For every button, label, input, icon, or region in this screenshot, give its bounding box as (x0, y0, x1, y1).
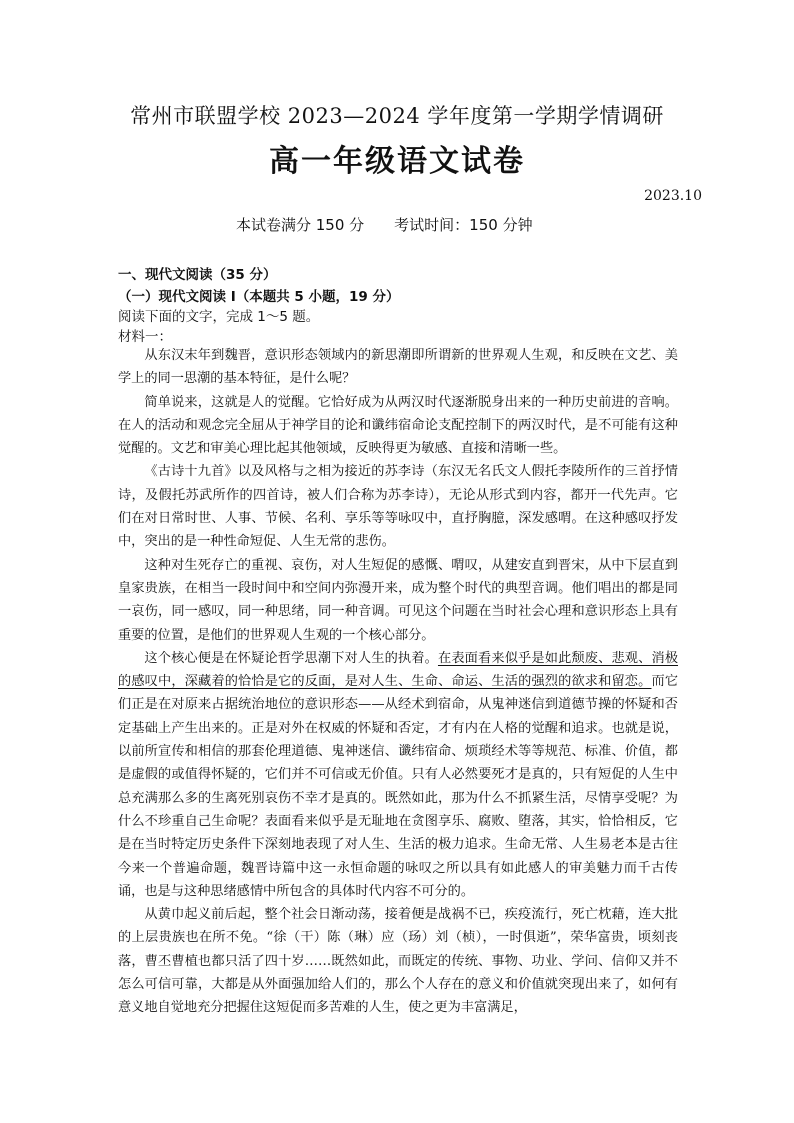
paragraph-6: 从黄巾起义前后起，整个社会日渐动荡，接着便是战祸不已，疾疫流行，死亡枕藉，连大批的上层贵族也在所不免。“徐（干）陈（琳）应（玚）刘（桢），一时俱逝”，荣华富贵，顷刻丧落，曹丕曹植也都只活了四十岁……既然如此，而既定的传统、事物、功业、学问、信仰又并不怎么可信可靠，大都是从外面强加给人们的，那么个人存在的意义和价值就突现出来了，如何有意义地自觉地充分把握住这短促而多苦难的人生，使之更为丰富满足， (118, 907, 678, 1016)
full-score: 本试卷满分 150 分 (236, 216, 365, 234)
instruction: 阅读下面的文字，完成 1～5 题。 (118, 309, 320, 325)
paragraph-5-rest: 而它们正是在对原来占据统治地位的意识形态——从经术到宿命，从鬼神迷信到道德节操的怀疑和否定基础上产生出来的。正是对外在权威的怀疑和否定，才有内在人格的觉醒和追求。也就是说，以前所宣传和相信的那套伦理道德、鬼神迷信、谶纬宿命、烦琐经术等等规范、标准、价值，都是虚假的或值得怀疑的，它们并不可信或无价值。只有人必然要死才是真的，只有短促的人生中总充满那么多的生离死别哀伤不幸才是真的。既然如此，那为什么不抓紧生活，尽情享受呢？为什么不珍重自己生命呢？表面看来似乎是无耻地在贪图享乐、腐败、堕落，其实，恰恰相反，它是在当时特定历史条件下深刻地表现了对人生、生活的极力追求。生命无常、人生易老本是古往今来一个普遍命题，魏晋诗篇中这一永恒命题的咏叹之所以具有如此感人的审美魅力而千古传诵，也是与这种思绪感情中所包含的具体时代内容不可分的。 (118, 674, 679, 899)
paragraph-4: 这种对生死存亡的重视、哀伤，对人生短促的感慨、喟叹，从建安直到晋宋，从中下层直到皇家贵族，在相当一段时间中和空间内弥漫开来，成为整个时代的典型音调。他们唱出的都是同一哀伤，同一感叹，同一种思绪，同一种音调。可见这个问题在当时社会心理和意识形态上具有重要的位置，是他们的世界观人生观的一个核心部分。 (118, 557, 678, 643)
exam-title: 高一年级语文试卷 (269, 144, 525, 179)
paragraph-5 (118, 647, 678, 903)
exam-time: 考试时间：150 分钟 (394, 216, 533, 234)
exam-info (236, 214, 533, 235)
paragraph-5-lead: 这个核心便是在怀疑论哲学思潮下对人生的执着。 (144, 650, 438, 666)
sub-section-heading: （一）现代文阅读 I（本题共 5 小题，19 分） (118, 289, 400, 305)
underlined-sentence: 在表面看来似乎是如此颓废、悲观、消极的感叹中，深藏着的恰恰是它的反面，是对人生、生命、命运、生活的强烈的欲求和留恋。 (118, 650, 679, 690)
school-line: 常州市联盟学校 2023—2024 学年度第一学期学情调研 (130, 104, 664, 128)
paragraph-3: 《古诗十九首》以及风格与之相为接近的苏李诗（东汉无名氏文人假托李陵所作的三首抒情诗，及假托苏武所作的四首诗，被人们合称为苏李诗），无论从形式到内容，都开一代先声。它们在对日常时世、人事、节候、名利、享乐等等咏叹中，直抒胸臆，深发感喟。在这种感叹抒发中，突出的是一种性命短促、人生无常的悲伤。 (118, 464, 678, 550)
paragraph-1: 从东汉末年到魏晋，意识形态领域内的新思潮即所谓新的世界观人生观，和反映在文艺、美学上的同一思潮的基本特征，是什么呢？ (118, 348, 678, 387)
section-heading: 一、现代文阅读（35 分） (118, 267, 277, 283)
passage-body (118, 344, 678, 1020)
exam-date: 2023.10 (644, 188, 702, 204)
paragraph-2: 简单说来，这就是人的觉醒。它恰好成为从两汉时代逐渐脱身出来的一种历史前进的音响。在人的活动和观念完全屈从于神学目的论和谶纬宿命论支配控制下的两汉时代，是不可能有这种觉醒的。文艺和审美心理比起其他领域，反映得更为敏感、直接和清晰一些。 (118, 394, 678, 457)
material-label: 材料一： (118, 329, 172, 345)
